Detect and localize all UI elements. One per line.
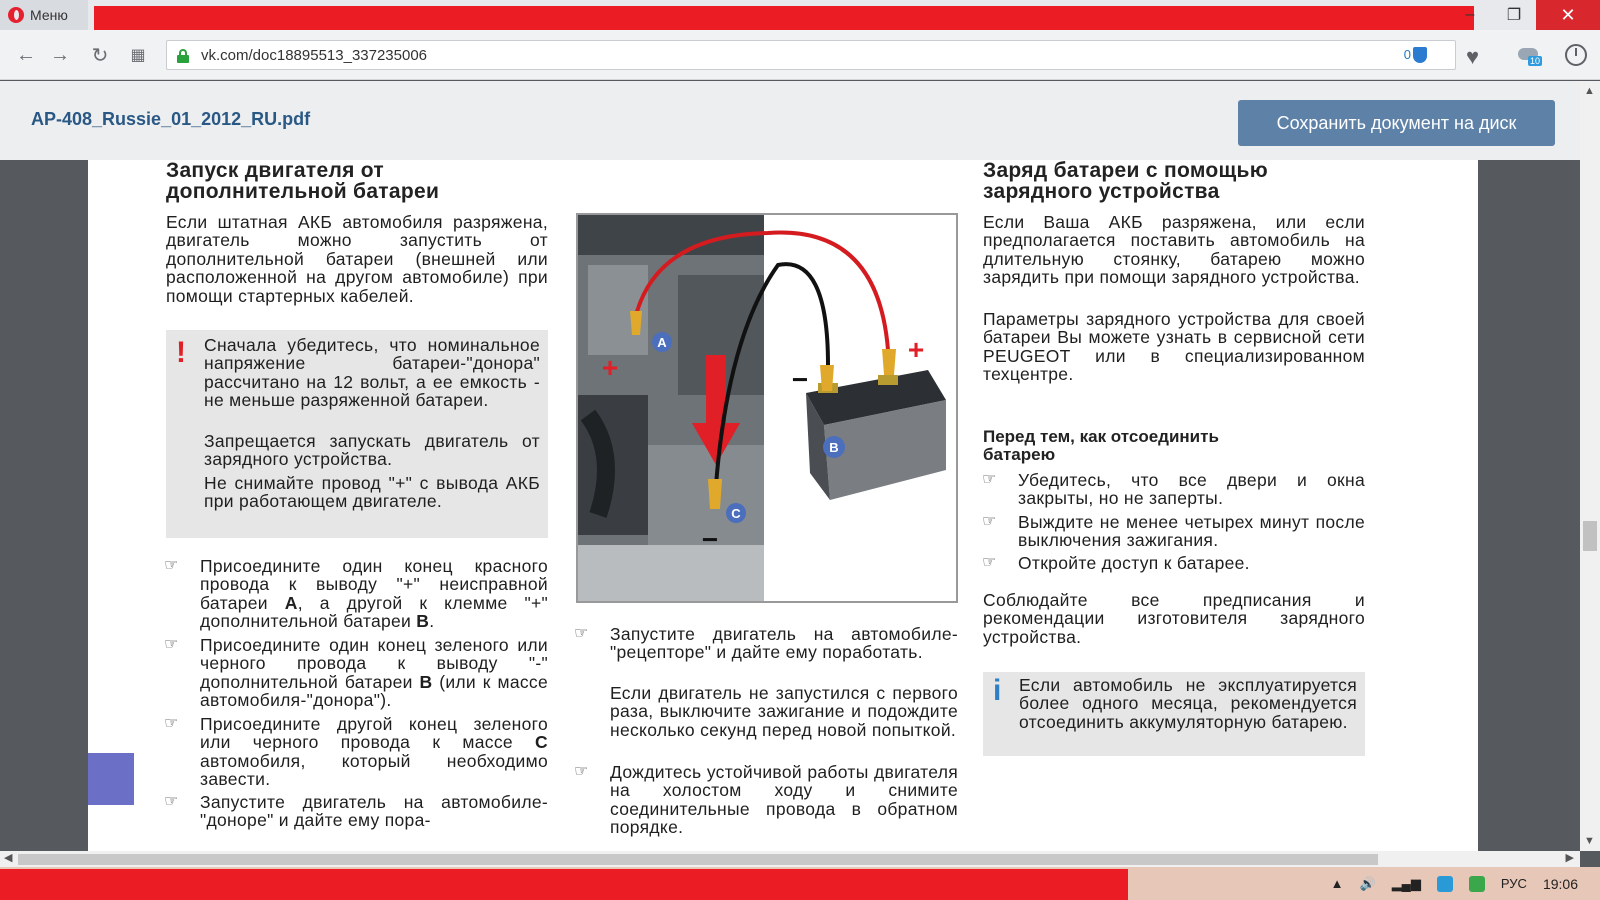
label-c: C (731, 506, 741, 521)
label-b: B (829, 440, 839, 455)
pointing-hand-icon: ☞ (164, 636, 179, 653)
tray-expand-icon[interactable]: ▲ (1330, 876, 1344, 891)
document-header (0, 81, 1580, 160)
disconnect-step-2: ☞ Выждите не менее четырех минут после выключения зажигания. (982, 512, 1365, 551)
address-bar (0, 30, 1600, 80)
power-icon[interactable] (1565, 44, 1587, 66)
scroll-up-icon[interactable]: ▲ (1584, 85, 1595, 97)
heart-icon[interactable]: ♥ (1466, 44, 1480, 69)
step-4: ☞ Запустите двигатель на автомобиле-"доноре" и дайте ему пора- (164, 792, 548, 831)
scroll-left-icon[interactable]: ◀ (4, 852, 13, 864)
blocked-count: 0 (1403, 47, 1411, 62)
step-1: ☞ Присоедините один конец красного провода к выводу "+" неисправной батареи A, а другой к клемме "+" дополнительной батареи B. (164, 556, 548, 632)
sync-cloud-icon[interactable] (1516, 44, 1544, 68)
info-box (983, 672, 1365, 756)
col1-heading: Запуск двигателя от дополнительной батареи (166, 160, 440, 203)
pointing-hand-icon: ☞ (982, 513, 997, 530)
col3-paragraph-2: Параметры зарядного устройства для своей батареи Вы можете узнать в сервисной сети PEUGEOT или в специализированном техцентре. (983, 309, 1365, 385)
step-3: ☞ Присоедините другой конец зеленого или черного провода к массе C автомобиля, который необходимо завести. (164, 714, 548, 790)
title-bar (0, 0, 1600, 30)
step-5-note: Если двигатель не запустился с первого раза, выключите зажигание и подождите несколько секунд перед новой попыткой. (610, 683, 958, 740)
back-arrow-icon[interactable]: ← (16, 43, 36, 66)
scroll-thumb[interactable] (1583, 521, 1597, 551)
step-2: ☞ Присоедините один конец зеленого или черного провода к выводу "-" дополнительной батареи B (или к массе автомобиля-"донора"). (164, 635, 549, 711)
col3-paragraph-3: Соблюдайте все предписания и рекомендации изготовителя зарядного устройства. (983, 590, 1365, 647)
document-title[interactable]: AP-408_Russie_01_2012_RU.pdf (31, 109, 311, 129)
pointing-hand-icon: ☞ (164, 557, 179, 574)
warning-box (166, 330, 548, 538)
maximize-button[interactable]: ❐ (1506, 7, 1522, 24)
info-text: Если автомобиль не эксплуатируется более одного месяца, рекомендуется отсоединить аккумуляторную батарею. (1019, 675, 1357, 732)
scroll-right-icon[interactable]: ▶ (1565, 852, 1574, 864)
col1-intro: Если штатная АКБ автомобиля разряжена, двигатель можно запустить от дополнительной батареи (внешней или расположенной на другом автомобиле) при помощи стартерных кабелей. (166, 212, 548, 306)
url-field[interactable] (166, 40, 1456, 70)
jump-start-illustration (576, 213, 958, 603)
horizontal-scrollbar[interactable] (0, 851, 1580, 867)
redacted-taskbar-apps (0, 869, 1128, 900)
pointing-hand-icon: ☞ (574, 763, 589, 780)
clock[interactable]: 19:06 (1542, 875, 1578, 892)
pdf-page (88, 160, 1478, 851)
horizontal-scroll-thumb[interactable] (18, 854, 1378, 865)
pointing-hand-icon: ☞ (164, 793, 179, 810)
col3-paragraph-1: Если Ваша АКБ разряжена, или если предполагается поставить автомобиль на длительную стоянку, батарею можно зарядить при помощи зарядного устройства. (983, 212, 1365, 288)
forward-arrow-icon[interactable]: → (50, 43, 70, 66)
pointing-hand-icon: ☞ (982, 554, 997, 571)
lock-icon (177, 49, 189, 62)
disconnect-step-3: ☞ Откройте доступ к батарее. (982, 553, 1250, 573)
warning-icon: ! (176, 336, 186, 369)
network-icon[interactable]: ▂▄▆ (1391, 875, 1421, 891)
blue-side-marker (88, 753, 134, 805)
reload-icon[interactable]: ↻ (91, 44, 109, 67)
plus-sign-b: + (907, 334, 925, 365)
url-text: vk.com/doc18895513_337235006 (201, 46, 428, 64)
close-button[interactable]: ✕ (1536, 0, 1600, 30)
system-tray (1331, 867, 1600, 900)
language-indicator[interactable]: РУС (1500, 876, 1527, 891)
minimize-button[interactable]: ‒ (1465, 6, 1475, 23)
col3-heading: Заряд батареи с помощью зарядного устройства (983, 160, 1268, 203)
pointing-hand-icon: ☞ (982, 471, 997, 488)
save-to-disk-button[interactable]: Сохранить документ на диск (1238, 100, 1555, 146)
ie-icon[interactable] (1437, 876, 1453, 892)
plus-sign-a: + (601, 352, 619, 383)
redacted-tab-strip (94, 6, 1474, 30)
opera-menu-button[interactable] (0, 0, 88, 30)
step-6: ☞ Дождитесь устойчивой работы двигателя на холостом ходу и снимите соединительные провода в обратном порядке. (574, 762, 958, 838)
pointing-hand-icon: ☞ (164, 715, 179, 732)
warning-text-3: Не снимайте провод "+" с вывода АКБ при работающем двигателе. (204, 473, 540, 512)
info-icon: i (993, 674, 1002, 707)
app-tray-icon[interactable] (1469, 876, 1485, 892)
volume-icon[interactable]: 🔊 (1359, 875, 1376, 891)
taskbar (0, 867, 1600, 900)
scroll-down-icon[interactable]: ▼ (1584, 835, 1595, 847)
vertical-scrollbar[interactable] (1580, 81, 1600, 851)
minus-sign-b: − (791, 364, 809, 395)
label-a: A (657, 335, 667, 350)
menu-label: Меню (30, 7, 68, 23)
pointing-hand-icon: ☞ (574, 625, 589, 642)
minus-sign-c: − (701, 524, 719, 555)
opera-logo-icon (8, 7, 24, 23)
speed-dial-grid-icon[interactable]: ▦ (130, 47, 146, 64)
col3-subheading: Перед тем, как отсоединить батарею (983, 427, 1219, 464)
warning-text-1: Сначала убедитесь, что номинальное напряжение батареи-"донора" рассчитано на 12 вольт, а ее емкость - не меньше разряженной батареи. (204, 335, 540, 411)
disconnect-step-1: ☞ Убедитесь, что все двери и окна закрыты, но не заперты. (982, 470, 1365, 509)
sync-count: 10 (1530, 56, 1541, 66)
step-5: ☞ Запустите двигатель на автомобиле-"рецепторе" и дайте ему поработать. (574, 624, 958, 663)
shield-icon[interactable] (1413, 47, 1427, 63)
warning-text-2: Запрещается запускать двигатель от зарядного устройства. (204, 431, 540, 470)
